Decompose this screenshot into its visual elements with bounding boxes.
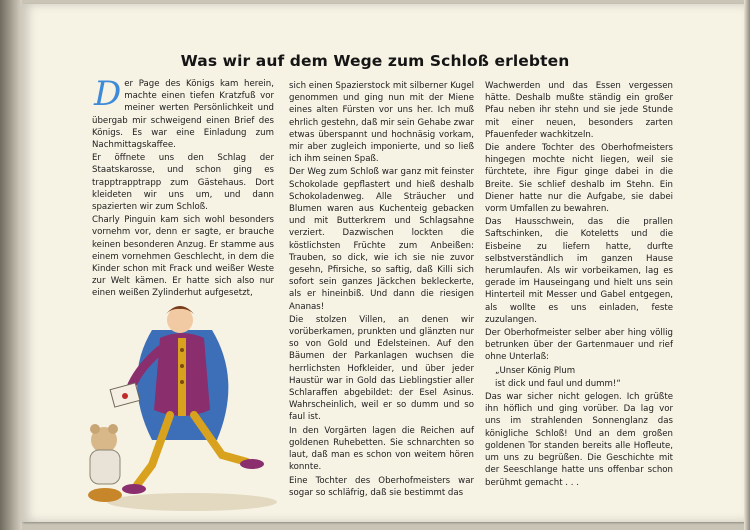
paragraph: Das war sicher nicht gelogen. Ich grüßte ihn höflich und ging vorüber. Da lag vor uns im strahlenden Sonnenglanz das königliche Schloß! Und an dem großen goldenen Tor standen bereits alle Hofleute, um uns zu begrüßen. Die Geschichte mit der Seeschlange hatte uns offenbar schon berühmt gemacht . . . [485,392,673,488]
paragraph: Wachwerden und das Essen vergessen hätte. Deshalb mußte ständig ein großer Pfau neben ihr stehn und sie jede Stunde mit einer neuen, besonders zarten Pfauenfeder wachkitzeln. [485,81,673,140]
paragraph: Eine Tochter des Oberhofmeisters war sogar so schläfrig, daß sie bestimmt das [289,475,474,498]
page-edge [744,0,750,530]
page-shoe [122,484,146,494]
coat-button [180,348,184,352]
ground-shadow [107,493,277,511]
paragraph: Die andere Tochter des Oberhofmeisters hingegen mochte nicht liegen, weil sie fürchtete, ihre Figur ginge dabei in die Breite. Sie schlief deshalb im Stehn. Ein Diener hatte nur die Aufgabe, sie dabei vorm Umfallen zu bewahren. [485,143,673,215]
paragraph: Der Oberhofmeister selber aber hing völlig betrunken über der Gartenmauer und rief ohne Unterlaß: [485,328,673,363]
coat-button [180,364,184,368]
bear-ear [90,424,100,434]
quote-line: ist dick und faul und dumm!“ [495,378,621,389]
paragraph: Charly Pinguin kam sich wohl besonders vornehm vor, denn er sagte, er brauche keinen besonderen Anzug. Er stamme aus einem vornehmen Geschlecht, in dem die Kinder schon mit Frack und weißer Weste zur Welt kämen. Er hatte sich also nur einen weißen Zylinderhut aufgesetzt, [92,215,274,299]
book-spine [0,0,22,530]
text-column-2 [289,80,474,500]
quote-line: „Unser König Plum [495,365,576,376]
paragraph: Die stolzen Villen, an denen wir vorüberkamen, prunkten und glänzten nur so von Gold und Edelsteinen. Auf den Bäumen der Parkanlagen wuchsen die herrlichsten Hofkleider, und über jeder Haustür war in Gold das Lieblingstier aller Schlaraffen abgebildet: der Esel Asinus. Wahrscheinlich, weil er so dumm und so faul ist. [289,314,474,423]
page-head [167,307,193,333]
page-title: Was wir auf dem Wege zum Schloß erlebten [180,52,570,70]
bear-body [90,450,120,484]
bear-shoes [88,488,122,502]
text-column-1 [92,74,274,301]
paragraph: sich einen Spazierstock mit silberner Kugel genommen und ging nun mit der Miene eines alten Fürsten vor uns her. Ich muß ehrlich gestehn, daß mir sein Gehabe zwar etwas überspannt und hochnäsig vorkam, mir aber zugleich imponierte, und so ließ ich ihm seinen Spaß. [289,81,474,165]
drop-cap-letter: D [94,74,122,114]
page-shoe [240,459,264,469]
paragraph [92,74,274,151]
paragraph: Das Hausschwein, das die prallen Saftschinken, die Koteletts und die Eisbeine zu liefern hatte, durfte selbstverständlich im ganzen Hause herumlaufen. Als wir vorbeikamen, lag es gerade im Hauseingang und hielt uns sein Hinterteil mit Messer und Gabel entgegen, als wollte es uns einladen, feste zuzulangen. [485,217,673,325]
coat-button [180,380,184,384]
paragraph: Er öffnete uns den Schlag der Staatskarosse, und schon ging es trapptrapptrapp zum Gästehaus. Dort kleideten wir uns um, und dann spazierten wir zum Schloß. [92,153,274,213]
paragraph: Der Weg zum Schloß war ganz mit feinster Schokolade gepflastert und hieß deshalb Schokoladenweg. Alle Sträucher und Blumen waren aus Kuchenteig gebacken und mit Butterkrem und Schlagsahne verziert. Dazwischen lockten die köstlichsten Früchte zum Anbeißen: Trauben, so dick, wie ich sie nie zuvor gesehn, Pfirsiche, so saftig, daß Killi sich sofort sein ganzes Jäckchen bekleckerte, als er hineinbiß. Und dann die riesigen Ananas! [289,167,474,312]
paragraph-text: er Page des Königs kam herein, machte einen tiefen Kratzfuß vor meiner werten Persönlichkeit und übergab mir schweigend einen Brief des Königs. Es war eine Einladung zum Nachmittagskaffee. [92,79,274,151]
bear-ear [108,424,118,434]
royal-page-illustration [82,290,282,520]
paragraph: In den Vorgärten lagen die Reichen auf goldenen Ruhebetten. Sie schnarchten so laut, daß man es schon von weitem hören konnte. [289,425,474,473]
wax-seal [122,393,128,399]
text-column-3 [485,80,673,490]
